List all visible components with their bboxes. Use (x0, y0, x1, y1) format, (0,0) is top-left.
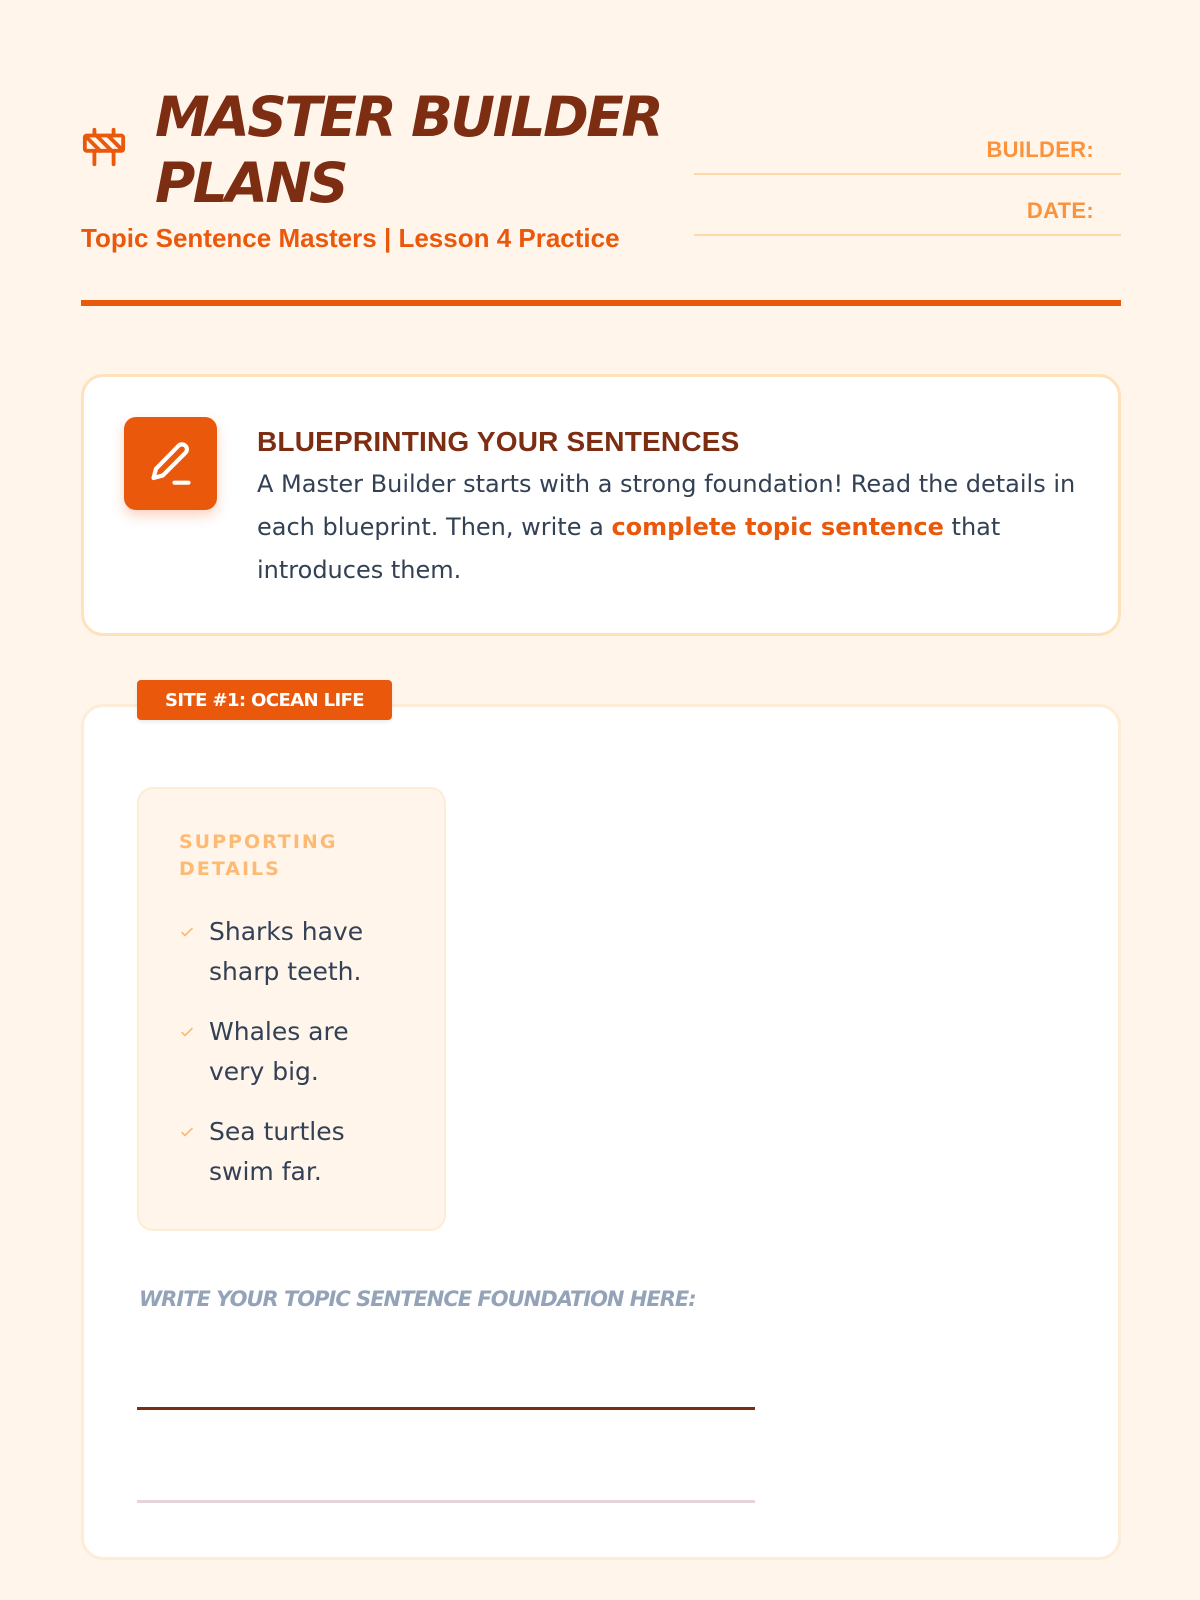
check-icon (179, 1024, 195, 1040)
answer-line-2[interactable] (137, 1500, 755, 1503)
list-item (179, 912, 379, 992)
check-icon (179, 924, 195, 940)
detail-text: Whales are very big. (209, 1017, 349, 1086)
supporting-details-box (137, 787, 446, 1231)
date-label: DATE: (1026, 198, 1094, 223)
page-title: MASTER BUILDER PLANS (155, 85, 662, 215)
site-tab-label: SITE #1: OCEAN LIFE (137, 680, 392, 720)
header-divider (81, 300, 1121, 306)
worksheet-header (81, 84, 1121, 253)
lesson-subtitle: Topic Sentence Masters | Lesson 4 Practice (81, 223, 620, 253)
pencil-icon (124, 417, 217, 510)
instructions-body (257, 463, 1087, 592)
instructions-text (257, 425, 1087, 592)
detail-text: Sharks have sharp teeth. (209, 917, 364, 986)
supporting-details-list (179, 912, 379, 1212)
road-barrier-icon (81, 84, 155, 175)
instructions-card (81, 374, 1121, 636)
list-item (179, 1012, 379, 1092)
detail-text: Sea turtles swim far. (209, 1117, 345, 1186)
builder-field[interactable] (694, 114, 1121, 175)
date-field[interactable] (694, 175, 1121, 236)
builder-label: BUILDER: (986, 137, 1094, 162)
check-icon (179, 1124, 195, 1140)
write-prompt-label: WRITE YOUR TOPIC SENTENCE FOUNDATION HERE: (139, 1287, 696, 1311)
answer-line-1[interactable] (137, 1407, 755, 1410)
instructions-heading: BLUEPRINTING YOUR SENTENCES (257, 426, 740, 457)
instructions-body-start: A Master Builder starts with a strong foundation! Read the details in each blueprint. Then, write a (257, 470, 1076, 541)
supporting-details-heading: SUPPORTING DETAILS (179, 831, 338, 880)
name-date-fields (694, 114, 1121, 236)
instructions-highlight: complete topic sentence (611, 513, 944, 541)
instructions-body-end: that introduces them. (257, 513, 1001, 584)
list-item (179, 1112, 379, 1192)
